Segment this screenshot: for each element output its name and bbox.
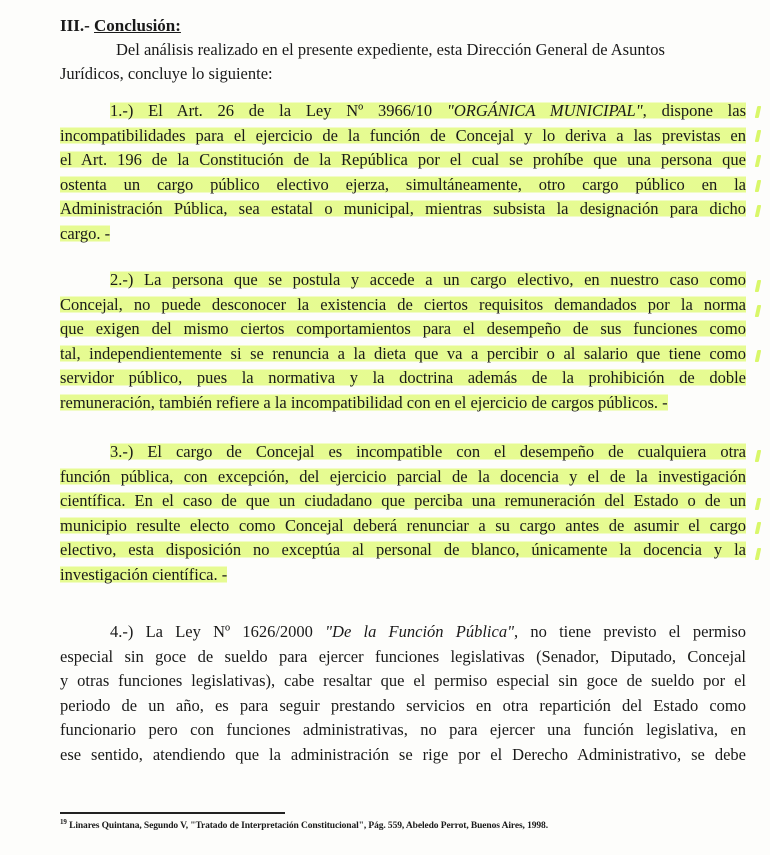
section-title: Conclusión:: [94, 16, 181, 35]
highlighter-mark: [755, 280, 762, 292]
intro-line: Del análisis realizado en el presente expediente, esta Dirección General de Asuntos: [116, 40, 665, 59]
highlighter-mark: [755, 305, 762, 317]
highlighter-mark: [755, 450, 762, 462]
conclusion-item-4: 4.-) La Ley Nº 1626/2000 "De la Función Pública", no tiene previsto el permiso especial sin goce de sueldo para ejercer funciones legislativas (Senador, Diputado, Concejal y otras funciones legislativas), cabe resaltar que el permiso especial sin goce de sueldo por el periodo de un año, es para seguir prestando servicios en otra repartición del Estado como funcionario pero con funciones administrativas, no para ejercer una función legislativa, en ese sentido, atendiendo que la administración se rige por el Derecho Administrativo, se debe: [60, 622, 746, 764]
item-number: 4.-): [110, 622, 134, 641]
law-title: "ORGÁNICA MUNICIPAL": [446, 101, 643, 120]
highlighter-mark: [755, 498, 762, 510]
item-number: 1.-): [110, 101, 134, 120]
footnote: [60, 818, 548, 831]
highlighter-mark: [755, 106, 762, 118]
highlighter-mark: [755, 548, 762, 560]
highlighter-mark: [755, 522, 762, 534]
law-title: "De la Función Pública": [325, 622, 515, 641]
highlighter-mark: [755, 155, 762, 167]
highlighter-mark: [755, 130, 762, 142]
footnote-number: 19: [60, 818, 67, 826]
conclusion-item-1: 1.-) El Art. 26 de la Ley Nº 3966/10 "ORGÁNICA MUNICIPAL", dispone las incompatibilidades para el ejercicio de la función de Concejal y lo deriva a las previstas en el Art. 196 de la Constitución de la República por el cual se prohíbe que una persona que ostenta un cargo público electivo ejerza, simultáneamente, otro cargo público en la Administración Pública, sea estatal o municipal, mientras subsista la designación para dicho cargo. -: [60, 101, 746, 243]
highlighter-mark: [755, 205, 762, 217]
intro-paragraph: [60, 38, 740, 86]
section-heading: [60, 16, 181, 36]
highlighter-mark: [755, 350, 762, 362]
footnote-text: Linares Quintana, Segundo V, "Tratado de Interpretación Constitucional", Pág. 559, Abeledo Perrot, Buenos Aires, 1998.: [69, 821, 548, 832]
intro-line: Jurídicos, concluye lo siguiente:: [60, 64, 273, 83]
conclusion-item-2: 2.-) La persona que se postula y accede a un cargo electivo, en nuestro caso como Concejal, no puede desconocer la existencia de ciertos requisitos demandados por la norma que exigen del mismo ciertos comportamientos para el desempeño de sus funciones como tal, independientemente si se renuncia a la dieta que va a percibir o al salario que tiene como servidor público, pues la normativa y la doctrina además de la prohibición de doble remuneración, también refiere a la incompatibilidad con en el ejercicio de cargos públicos. -: [60, 270, 747, 412]
footnote-separator: [60, 812, 285, 814]
item-number: 2.-): [110, 270, 134, 289]
highlighter-mark: [755, 180, 762, 192]
section-number: III.-: [60, 16, 90, 35]
item-number: 3.-): [110, 442, 134, 461]
conclusion-item-3: 3.-) El cargo de Concejal es incompatible con el desempeño de cualquiera otra función pública, con excepción, del ejercicio parcial de la docencia y el de la investigación científica. En el caso de que un ciudadano que perciba una remuneración del Estado o de un municipio resulte electo como Concejal deberá renunciar a su cargo antes de asumir el cargo electivo, esta disposición no exceptúa al personal de blanco, únicamente la docencia y la investigación científica. -: [60, 442, 746, 584]
